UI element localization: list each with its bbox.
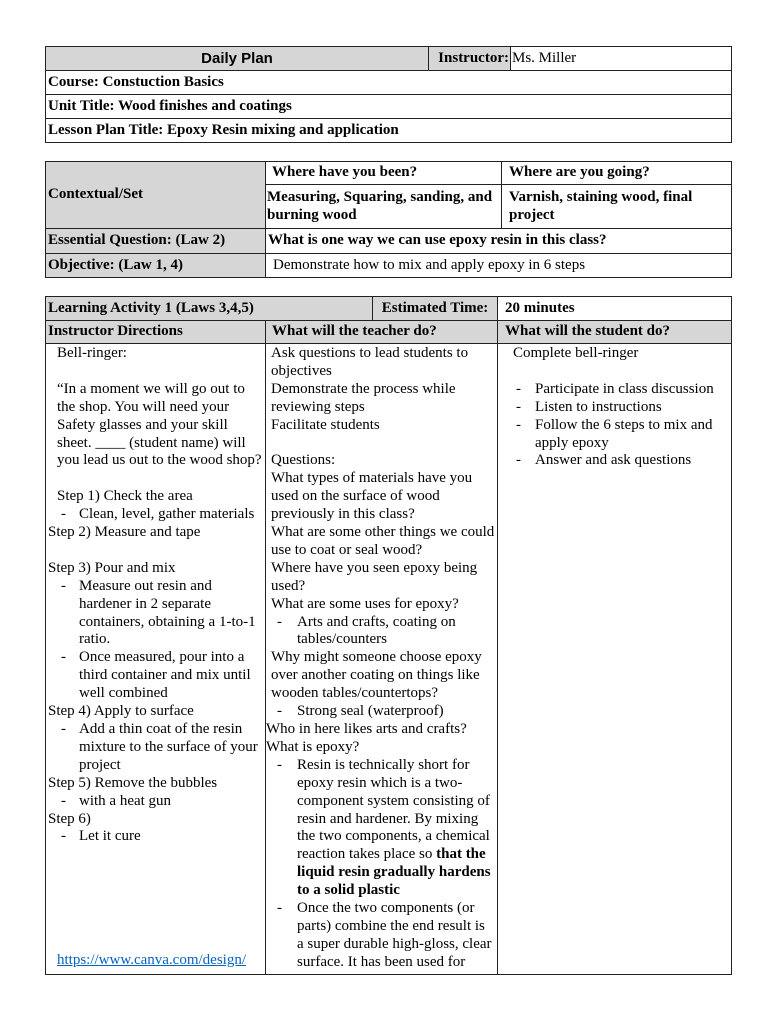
step-title: Step 6) xyxy=(48,810,91,827)
objective: Demonstrate how to mix and apply epoxy in 6 steps xyxy=(266,254,731,277)
where-going-header: Where are you going? xyxy=(502,162,731,184)
where-going-value: Varnish, staining wood, final project xyxy=(502,185,731,228)
step-bullet xyxy=(46,721,265,775)
question: Where have you seen epoxy being used? xyxy=(271,559,478,594)
list-marker: - xyxy=(277,703,282,720)
list-marker: - xyxy=(61,828,66,845)
step-bullet-text: Measure out resin and hardener in 2 separate containers, obtaining a 1-to-1 ratio. xyxy=(79,577,256,648)
teacher-task: Ask questions to lead students to objectives xyxy=(271,345,469,379)
unit-title: Unit Title: Wood finishes and coatings xyxy=(46,95,731,118)
list-marker: - xyxy=(61,577,66,594)
student-bullet xyxy=(498,381,731,399)
answer-item xyxy=(266,900,497,972)
estimated-time-value: 20 minutes xyxy=(498,297,731,320)
estimated-time-label: Estimated Time: xyxy=(373,297,497,320)
question: Who in here likes arts and crafts? xyxy=(266,721,467,738)
spacer xyxy=(46,363,265,381)
essential-question: What is one way we can use epoxy resin in this class? xyxy=(266,229,731,253)
question: What types of materials have you used on the surface of wood previously in this class? xyxy=(271,470,473,523)
course-title: Course: Constuction Basics xyxy=(46,71,731,94)
answer-text: Strong seal (waterproof) xyxy=(297,703,444,720)
list-marker: - xyxy=(516,380,521,397)
student-bullet-text: Follow the 6 steps to mix and apply epoxy xyxy=(535,416,713,451)
teacher-task: Demonstrate the process while reviewing steps xyxy=(271,380,456,415)
student-bullet-text: Participate in class discussion xyxy=(535,380,714,397)
instructor-label: Instructor: xyxy=(429,47,510,70)
step-bullet-text: Once measured, pour into a third container and mix until well combined xyxy=(79,649,251,702)
step-bullet xyxy=(46,506,265,524)
question: Why might someone choose epoxy over another coating on things like wooden tables/countertops? xyxy=(271,649,482,702)
answer-text: Resin is technically short for epoxy resin which is a two- component system consisting of resin and hardener. By mixing the two components, a chemical reaction takes place so xyxy=(297,756,490,863)
step-title: Step 4) Apply to surface xyxy=(48,703,194,720)
question: What are some other things we could use to coat or seal wood? xyxy=(271,524,495,558)
step-title: Step 5) Remove the bubbles xyxy=(48,774,218,791)
step-title: Step 3) Pour and mix xyxy=(48,559,176,576)
instructor-directions-header: Instructor Directions xyxy=(46,321,265,343)
questions-label: Questions: xyxy=(271,452,336,469)
list-marker: - xyxy=(516,398,521,415)
student-task: Complete bell-ringer xyxy=(513,345,639,361)
student-header: What will the student do? xyxy=(498,321,731,343)
spacer xyxy=(46,542,265,560)
step-bullet-text: Add a thin coat of the resin mixture to the surface of your project xyxy=(79,720,258,773)
lesson-plan-title: Lesson Plan Title: Epoxy Resin mixing and application xyxy=(46,119,731,142)
question: What is epoxy? xyxy=(266,738,360,755)
list-marker: - xyxy=(61,506,66,523)
instructor-directions-column xyxy=(46,344,265,974)
answer-item xyxy=(266,757,497,900)
context-table xyxy=(45,161,732,278)
list-marker: - xyxy=(61,792,66,809)
teacher-header: What will the teacher do? xyxy=(266,321,497,343)
step-bullet-text: Clean, level, gather materials xyxy=(79,506,255,523)
answer-item xyxy=(266,703,497,721)
step-bullet-text: with a heat gun xyxy=(79,792,172,809)
where-been-header: Where have you been? xyxy=(266,162,501,184)
contextual-set-label: Contextual/Set xyxy=(46,162,265,228)
student-bullet-text: Listen to instructions xyxy=(535,398,662,415)
step-title: Step 2) Measure and tape xyxy=(48,524,201,541)
activity-title: Learning Activity 1 (Laws 3,4,5) xyxy=(46,297,372,320)
step-bullet-text: Let it cure xyxy=(79,828,141,845)
question: What are some uses for epoxy? xyxy=(271,595,459,612)
list-marker: - xyxy=(61,649,66,666)
bell-ringer-script: “In a moment we will go out to the shop. You will need your Safety glasses and your skill sheet. ____ (student name) will you lead us out to the wood shop? xyxy=(57,380,262,469)
instructor-name: Ms. Miller xyxy=(511,47,731,70)
list-marker: - xyxy=(277,900,282,917)
spacer xyxy=(498,363,731,381)
list-marker: - xyxy=(277,613,282,630)
answer-item xyxy=(266,614,497,650)
student-bullet xyxy=(498,399,731,417)
spacer xyxy=(46,470,265,488)
student-bullet xyxy=(498,417,731,453)
student-bullet-text: Answer and ask questions xyxy=(535,452,692,469)
objective-label: Objective: (Law 1, 4) xyxy=(46,254,265,277)
answer-text: Arts and crafts, coating on tables/counters xyxy=(297,613,456,648)
page-title: Daily Plan xyxy=(46,47,428,70)
teacher-task: Facilitate students xyxy=(271,416,380,433)
activity-table xyxy=(45,296,732,975)
student-column xyxy=(498,344,731,974)
list-marker: - xyxy=(61,720,66,737)
answer-emphasis: that the liquid resin gradually hardens to a solid plastic xyxy=(297,846,491,899)
student-bullet xyxy=(498,452,731,470)
essential-question-label: Essential Question: (Law 2) xyxy=(46,229,265,253)
step-bullet xyxy=(46,793,265,811)
step-bullet xyxy=(46,828,265,846)
spacer xyxy=(266,435,497,453)
bell-ringer-label: Bell-ringer: xyxy=(57,345,127,361)
step-bullet xyxy=(46,649,265,703)
list-marker: - xyxy=(516,452,521,469)
teacher-column xyxy=(266,344,497,974)
step-bullet xyxy=(46,578,265,650)
list-marker: - xyxy=(277,756,282,773)
answer-text: Once the two components (or parts) combine the end result is a super durable high-gloss, clear surface. It has been used for xyxy=(297,900,492,970)
canva-design-link[interactable]: https://www.canva.com/design/ xyxy=(57,952,246,968)
step-title: Step 1) Check the area xyxy=(57,488,193,505)
list-marker: - xyxy=(516,416,521,433)
where-been-value: Measuring, Squaring, sanding, and burning wood xyxy=(266,185,501,228)
header-table xyxy=(45,46,732,143)
